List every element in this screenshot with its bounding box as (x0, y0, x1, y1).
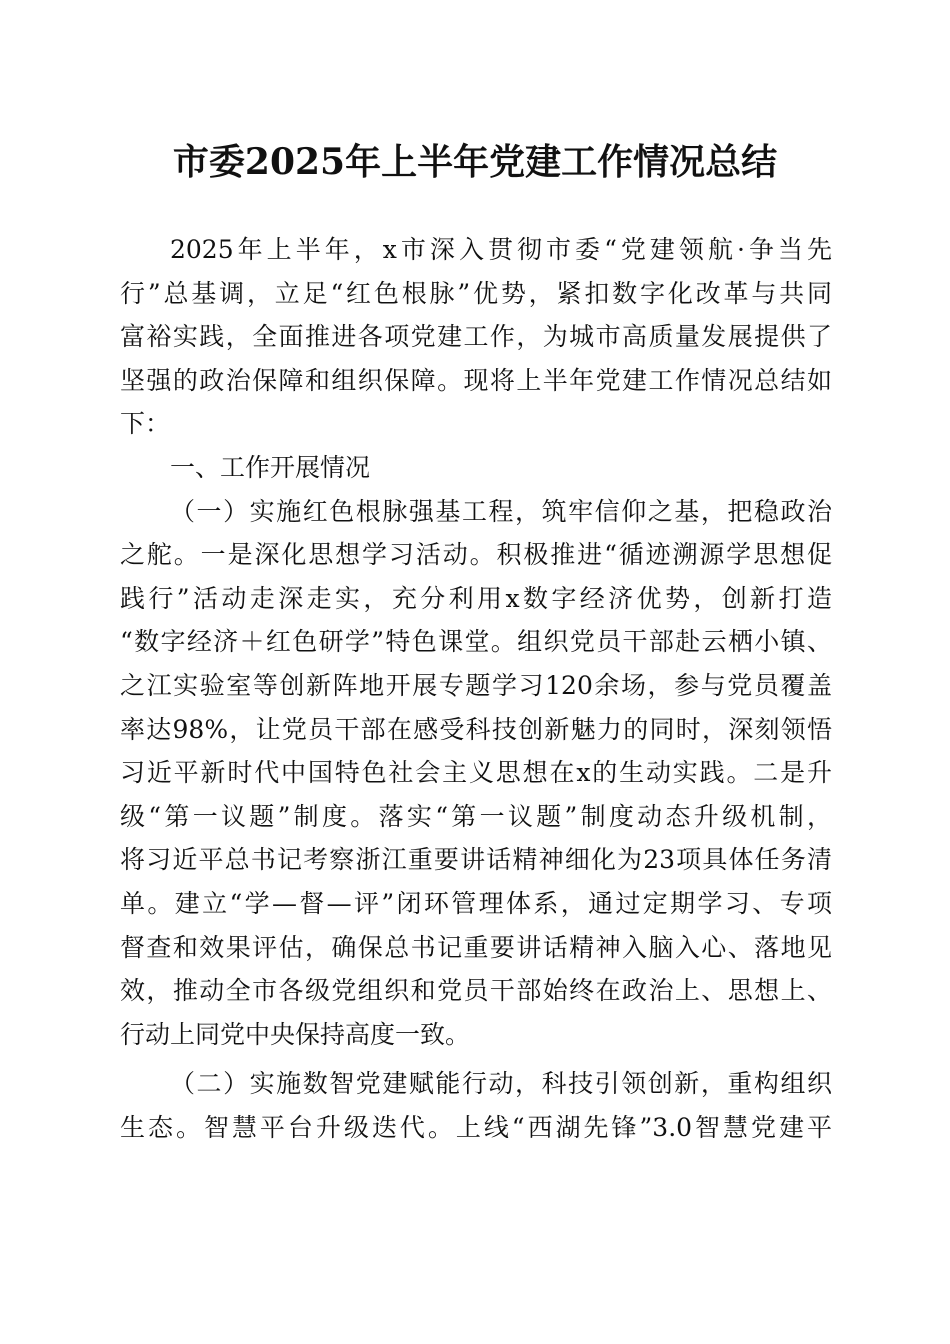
text-line: 生态。智慧平台升级迭代。上线“西湖先锋”3.0智慧党建平 (120, 1112, 832, 1142)
document-body (120, 228, 832, 1149)
text-line: 行”总基调，立足“红色根脉”优势，紧扣数字化改革与共同 (120, 278, 832, 308)
paragraph (120, 490, 832, 1057)
text-line: 践行”活动走深走实，充分利用x数字经济优势，创新打造 (120, 583, 832, 613)
text-line: （一）实施红色根脉强基工程，筑牢信仰之基，把稳政治 (170, 496, 832, 526)
text-line: 下： (120, 409, 171, 439)
text-line: 督查和效果评估，确保总书记重要讲话精神入脑入心、落地见 (120, 932, 832, 962)
text-line: 级“第一议题”制度。落实“第一议题”制度动态升级机制， (120, 801, 832, 831)
text-line: 之江实验室等创新阵地开展专题学习120余场，参与党员覆盖 (120, 670, 832, 700)
text-line: “数字经济＋红色研学”特色课堂。组织党员干部赴云栖小镇、 (120, 627, 832, 657)
text-line: （二）实施数智党建赋能行动，科技引领创新，重构组织 (170, 1069, 832, 1099)
text-line: 习近平新时代中国特色社会主义思想在x的生动实践。二是升 (120, 758, 832, 788)
text-line: 将习近平总书记考察浙江重要讲话精神细化为23项具体任务清 (120, 845, 832, 875)
text-line: 2025年上半年，x市深入贯彻市委“党建领航·争当先 (170, 235, 832, 264)
text-line: 富裕实践，全面推进各项党建工作，为城市高质量发展提供了 (120, 322, 832, 352)
text-line: 之舵。一是深化思想学习活动。积极推进“循迹溯源学思想促 (120, 540, 832, 570)
heading-text: 一、工作开展情况 (170, 452, 371, 482)
paragraph (120, 228, 832, 446)
text-line: 单。建立“学—督—评”闭环管理体系，通过定期学习、专项 (120, 888, 832, 918)
section-heading (120, 446, 832, 490)
text-line: 率达98%，让党员干部在感受科技创新魅力的同时，深刻领悟 (120, 714, 832, 744)
text-line: 坚强的政治保障和组织保障。现将上半年党建工作情况总结如 (120, 365, 832, 395)
text-line: 行动上同党中央保持高度一致。 (120, 1019, 471, 1049)
text-line: 效，推动全市各级党组织和党员干部始终在政治上、思想上、 (120, 976, 832, 1006)
document-title: 市委2025年上半年党建工作情况总结 (172, 141, 778, 183)
paragraph (120, 1062, 832, 1149)
